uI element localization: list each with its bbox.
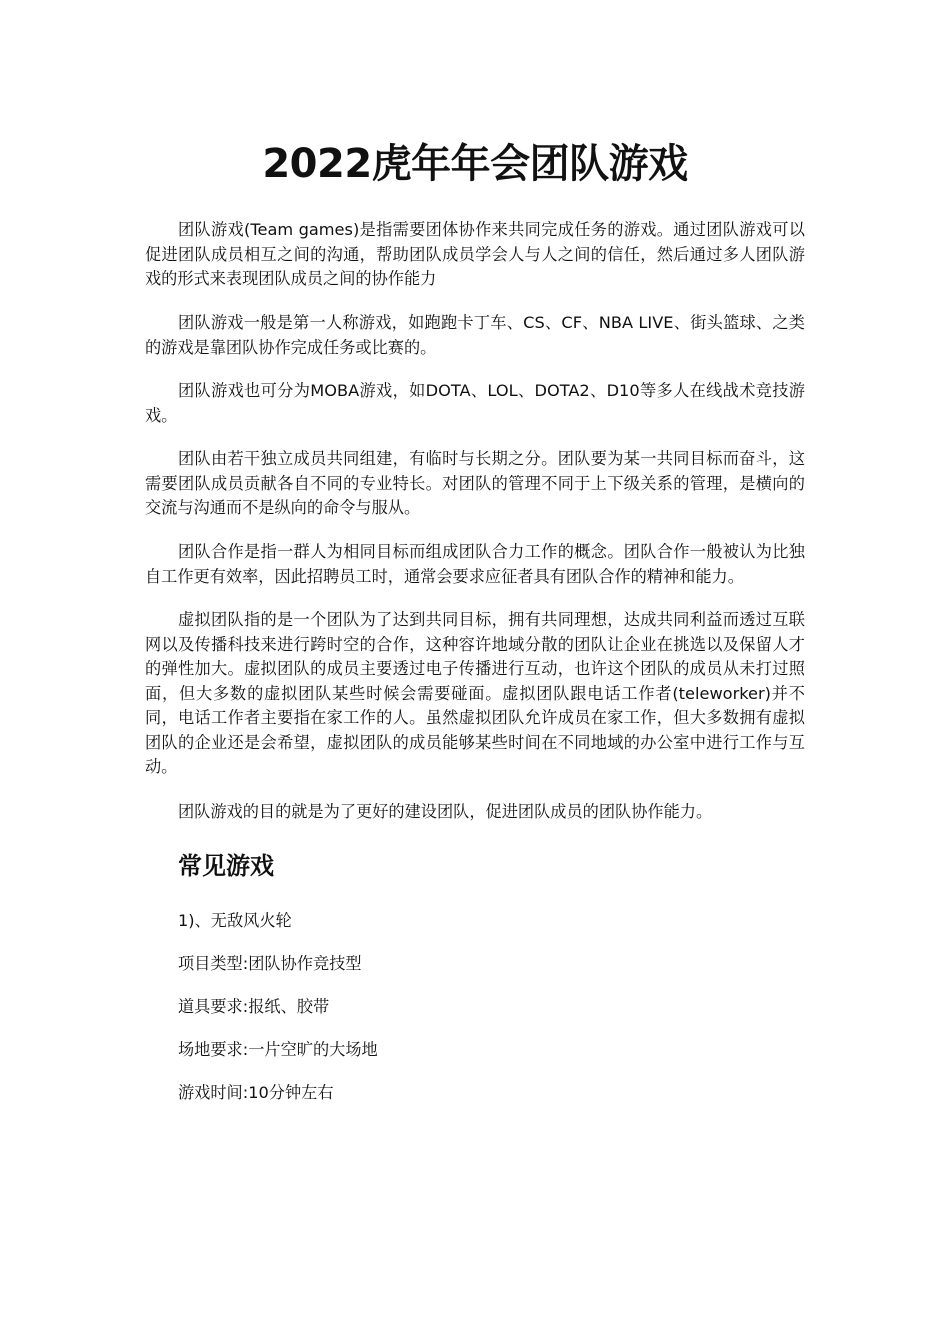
- paragraph-team-games-definition: 团队游戏(Team games)是指需要团体协作来共同完成任务的游戏。通过团队游戏可以促进团队成员相互之间的沟通，帮助团队成员学会人与人之间的信任，然后通过多人团队游戏的形式来表现团队成员之间的协作能力: [145, 220, 805, 288]
- section-heading-common-games: 常见游戏: [178, 852, 274, 880]
- paragraph-first-person-games: 团队游戏一般是第一人称游戏，如跑跑卡丁车、CS、CF、NBA LIVE、街头篮球、之类的游戏是靠团队协作完成任务或比赛的。: [145, 313, 805, 357]
- game-item-type: 项目类型:团队协作竞技型: [178, 954, 362, 973]
- document-title: 2022虎年年会团队游戏: [262, 141, 688, 187]
- paragraph-virtual-team: 虚拟团队指的是一个团队为了达到共同目标，拥有共同理想，达成共同利益而透过互联网以及传播科技来进行跨时空的合作，这种容许地域分散的团队让企业在挑选以及保留人才的弹性加大。虚拟团队的成员主要透过电子传播进行互动，也许这个团队的成员从未打过照面，但大多数的虚拟团队某些时候会需要碰面。虚拟团队跟电话工作者(teleworker)并不同，电话工作者主要指在家工作的人。虽然虚拟团队允许成员在家工作，但大多数拥有虚拟团队的企业还是会希望，虚拟团队的成员能够某些时间在不同地域的办公室中进行工作与互动。: [145, 610, 805, 776]
- game-item-duration: 游戏时间:10分钟左右: [178, 1083, 334, 1102]
- paragraph-purpose: 团队游戏的目的就是为了更好的建设团队，促进团队成员的团队协作能力。: [178, 802, 713, 821]
- game-item-title: 1)、无敌风火轮: [178, 911, 292, 930]
- paragraph-team-composition: 团队由若干独立成员共同组建，有临时与长期之分。团队要为某一共同目标而奋斗，这需要团队成员贡献各自不同的专业特长。对团队的管理不同于上下级关系的管理，是横向的交流与沟通而不是纵向的命令与服从。: [145, 449, 805, 517]
- paragraph-moba-games: 团队游戏也可分为MOBA游戏，如DOTA、LOL、DOTA2、D10等多人在线战术竞技游戏。: [145, 381, 805, 425]
- game-item-venue: 场地要求:一片空旷的大场地: [178, 1040, 378, 1059]
- game-item-props: 道具要求:报纸、胶带: [178, 997, 330, 1016]
- paragraph-teamwork: 团队合作是指一群人为相同目标而组成团队合力工作的概念。团队合作一般被认为比独自工作更有效率，因此招聘员工时，通常会要求应征者具有团队合作的精神和能力。: [145, 542, 805, 586]
